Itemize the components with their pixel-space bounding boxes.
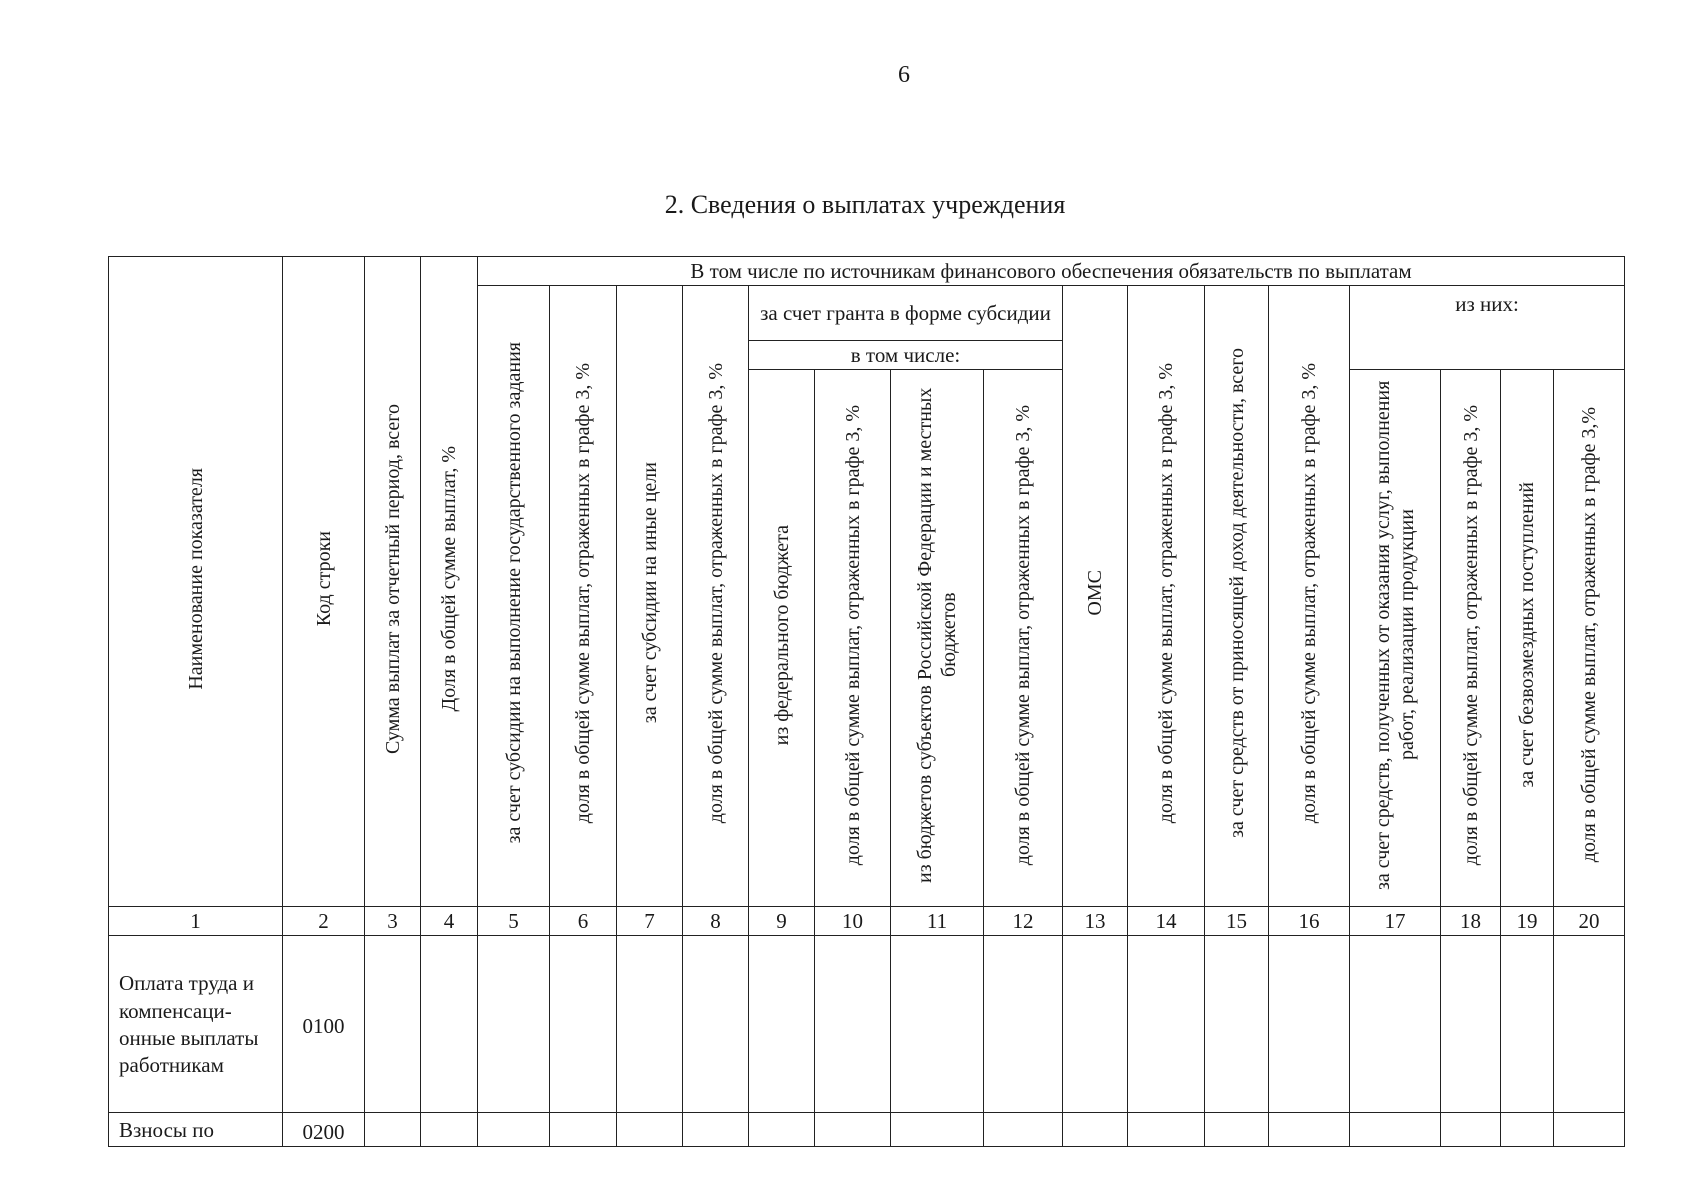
- col8-header: доля в общей сумме выплат, отраженных в графе 3, %: [704, 362, 727, 824]
- col10-header-cell: [815, 370, 891, 907]
- payments-table: [108, 256, 1625, 1147]
- col12-header-cell: [984, 370, 1063, 907]
- column-number: 8: [683, 907, 749, 936]
- empty-cell: [1205, 936, 1269, 1113]
- col16-header: доля в общей сумме выплат, отраженных в графе 3, %: [1298, 362, 1320, 824]
- col20-header-cell: [1554, 370, 1625, 907]
- column-number: 9: [749, 907, 815, 936]
- col7-header-cell: [617, 286, 683, 907]
- col9-header: из федерального бюджета: [770, 524, 793, 746]
- header-sources: В том числе по источникам финансового обеспечения обязательств по выплатам: [478, 257, 1625, 286]
- col18-header-cell: [1441, 370, 1501, 907]
- column-number: 5: [478, 907, 550, 936]
- grant-group-header: за счет гранта в форме субсидии: [749, 286, 1063, 341]
- header-name: Наименование показателя: [184, 467, 207, 690]
- empty-cell: [1128, 1113, 1205, 1147]
- empty-cell: [1501, 936, 1554, 1113]
- col14-header-cell: [1128, 286, 1205, 907]
- empty-cell: [617, 936, 683, 1113]
- row-name: Взносы по: [109, 1113, 283, 1147]
- empty-cell: [550, 936, 617, 1113]
- col6-header-cell: [550, 286, 617, 907]
- col13-header-cell: [1063, 286, 1128, 907]
- header-total-cell: [365, 257, 421, 907]
- empty-cell: [1501, 1113, 1554, 1147]
- col11-header: из бюджетов субъектов Российской Федерации и местных бюджетов: [914, 387, 960, 883]
- empty-cell: [815, 1113, 891, 1147]
- empty-cell: [683, 936, 749, 1113]
- empty-cell: [815, 936, 891, 1113]
- col15-header: за счет средств от приносящей доход деятельности, всего: [1225, 348, 1248, 838]
- empty-cell: [1554, 936, 1625, 1113]
- column-number: 13: [1063, 907, 1128, 936]
- column-number: 10: [815, 907, 891, 936]
- col9-header-cell: [749, 370, 815, 907]
- column-number: 17: [1350, 907, 1441, 936]
- column-number: 19: [1501, 907, 1554, 936]
- col18-header: доля в общей сумме выплат, отраженных в графе 3, %: [1459, 404, 1482, 866]
- empty-cell: [1441, 1113, 1501, 1147]
- col14-header: доля в общей сумме выплат, отраженных в графе 3, %: [1155, 362, 1177, 824]
- col11-header-cell: [891, 370, 984, 907]
- header-share-total-cell: [421, 257, 478, 907]
- row-code: 0200: [283, 1113, 365, 1147]
- of-which-header: из них:: [1350, 286, 1625, 370]
- column-number: 11: [891, 907, 984, 936]
- empty-cell: [683, 1113, 749, 1147]
- col20-header: доля в общей сумме выплат, отраженных в графе 3,%: [1578, 407, 1601, 863]
- header-code-cell: [283, 257, 365, 907]
- header-share-total: Доля в общей сумме выплат, %: [438, 445, 460, 712]
- column-number: 18: [1441, 907, 1501, 936]
- empty-cell: [1350, 936, 1441, 1113]
- empty-cell: [550, 1113, 617, 1147]
- table-row: [109, 1113, 1625, 1147]
- empty-cell: [1441, 936, 1501, 1113]
- col19-header-cell: [1501, 370, 1554, 907]
- empty-cell: [421, 936, 478, 1113]
- column-number: 15: [1205, 907, 1269, 936]
- column-numbers-row: [109, 907, 1625, 936]
- col19-header: за счет безвозмездных поступлений: [1516, 482, 1538, 788]
- empty-cell: [365, 936, 421, 1113]
- empty-cell: [891, 936, 984, 1113]
- empty-cell: [1128, 936, 1205, 1113]
- header-row-1: [109, 257, 1625, 286]
- col16-header-cell: [1269, 286, 1350, 907]
- empty-cell: [891, 1113, 984, 1147]
- column-number: 2: [283, 907, 365, 936]
- empty-cell: [1269, 936, 1350, 1113]
- col13-header: ОМС: [1084, 570, 1106, 616]
- row-name: Оплата труда и компенсаци-онные выплаты работникам: [109, 936, 283, 1113]
- row-code: 0100: [283, 936, 365, 1113]
- empty-cell: [365, 1113, 421, 1147]
- empty-cell: [1063, 1113, 1128, 1147]
- header-total: Сумма выплат за отчетный период, всего: [381, 403, 404, 754]
- column-number: 1: [109, 907, 283, 936]
- empty-cell: [1269, 1113, 1350, 1147]
- empty-cell: [478, 1113, 550, 1147]
- col6-header: доля в общей сумме выплат, отраженных в графе 3, %: [572, 362, 594, 824]
- empty-cell: [478, 936, 550, 1113]
- empty-cell: [749, 1113, 815, 1147]
- col12-header: доля в общей сумме выплат, отраженных в графе 3, %: [1012, 404, 1034, 866]
- col17-header: за счет средств, полученных от оказания услуг, выполнения работ, реализации продукции: [1372, 380, 1418, 890]
- column-number: 4: [421, 907, 478, 936]
- header-name-cell: [109, 257, 283, 907]
- column-number: 7: [617, 907, 683, 936]
- column-number: 16: [1269, 907, 1350, 936]
- column-number: 3: [365, 907, 421, 936]
- table-row: [109, 936, 1625, 1113]
- col8-header-cell: [683, 286, 749, 907]
- col5-header-cell: [478, 286, 550, 907]
- empty-cell: [749, 936, 815, 1113]
- column-number: 20: [1554, 907, 1625, 936]
- column-number: 14: [1128, 907, 1205, 936]
- grant-incl-header: в том числе:: [749, 341, 1063, 370]
- column-number: 6: [550, 907, 617, 936]
- empty-cell: [1350, 1113, 1441, 1147]
- col10-header: доля в общей сумме выплат, отраженных в графе 3, %: [841, 404, 864, 866]
- page-number: 6: [898, 62, 910, 88]
- col17-header-cell: [1350, 370, 1441, 907]
- header-code: Код строки: [312, 530, 335, 627]
- col5-header: за счет субсидии на выполнение государственного задания: [502, 342, 525, 844]
- column-number: 12: [984, 907, 1063, 936]
- empty-cell: [984, 936, 1063, 1113]
- col7-header: за счет субсидии на иные цели: [638, 462, 661, 724]
- empty-cell: [1063, 936, 1128, 1113]
- section-title: 2. Сведения о выплатах учреждения: [664, 190, 1066, 219]
- empty-cell: [1554, 1113, 1625, 1147]
- empty-cell: [617, 1113, 683, 1147]
- col15-header-cell: [1205, 286, 1269, 907]
- empty-cell: [421, 1113, 478, 1147]
- empty-cell: [984, 1113, 1063, 1147]
- empty-cell: [1205, 1113, 1269, 1147]
